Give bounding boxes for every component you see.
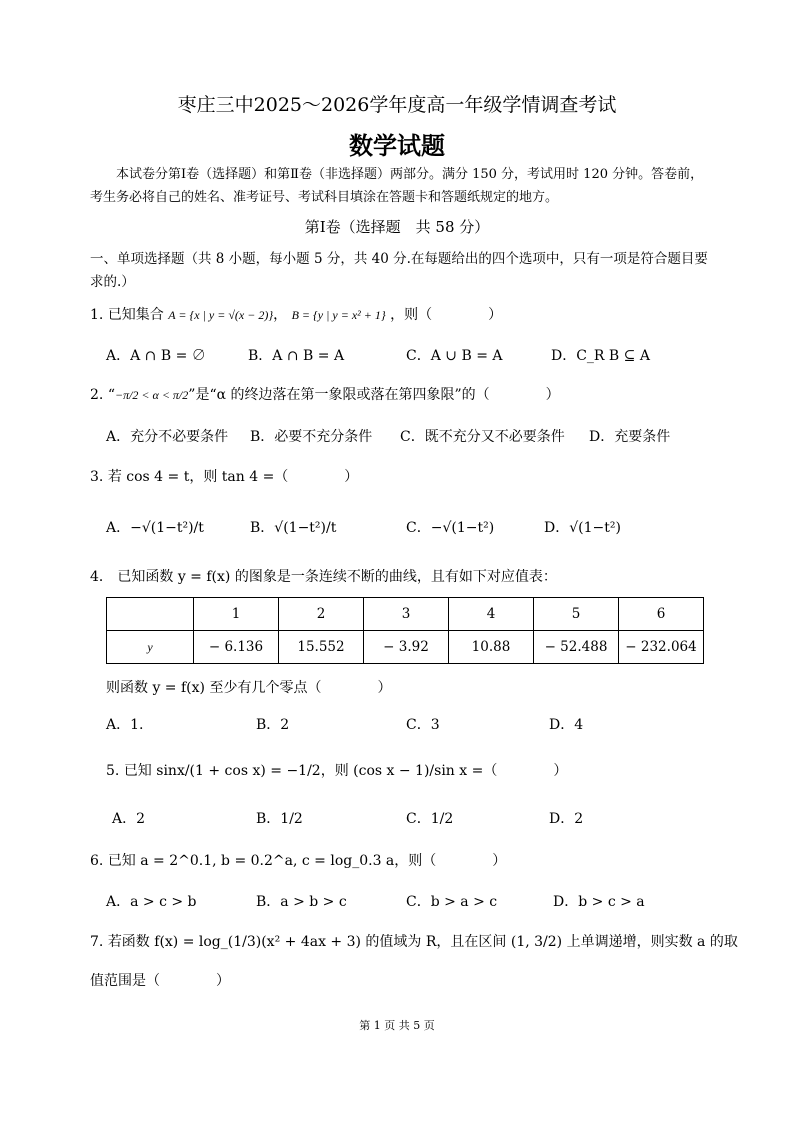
option-d[interactable]: D．C_R B ⊆ A: [551, 348, 650, 364]
inequality: −π/2 < α < π/2: [114, 388, 189, 402]
option-a[interactable]: A．−√(1−t²)/t: [106, 520, 204, 536]
table-cell: y: [107, 631, 194, 664]
value-table: [106, 597, 704, 664]
question-number: 3.: [90, 469, 104, 485]
option-a[interactable]: A．A ∩ B = ∅: [106, 348, 206, 364]
table-cell: 4: [449, 598, 534, 631]
exam-title: 枣庄三中2025～2026学年度高一年级学情调查考试: [177, 94, 617, 116]
option-a[interactable]: A．1.: [106, 717, 144, 733]
table-cell: 15.552: [279, 631, 364, 664]
exam-instructions: 本试卷分第Ⅰ卷（选择题）和第Ⅱ卷（非选择题）两部分。满分 150 分，考试用时 120 分钟。答卷前，考生务必将自己的姓名、准考证号、考试科目填涂在答题卡和答题纸规定的地方。: [90, 167, 704, 205]
question-stem: 已知 a = 2^0.1, b = 0.2^a, c = log_0.3 a，则（ ）: [107, 853, 507, 869]
table-cell: 3: [364, 598, 449, 631]
question-number: 7.: [90, 934, 104, 950]
option-b[interactable]: B．必要不充分条件: [250, 429, 373, 445]
table-cell: 5: [534, 598, 619, 631]
option-b[interactable]: B．√(1−t²)/t: [250, 520, 337, 536]
option-d[interactable]: D．2: [549, 811, 584, 827]
set-a: A = {x | y = √(x − 2)}: [168, 308, 274, 322]
option-a[interactable]: A．a > c > b: [106, 894, 197, 910]
option-a[interactable]: A．充分不必要条件: [106, 429, 229, 445]
question-4: [90, 566, 557, 586]
question-stem: 若 cos 4 = t，则 tan 4 =（ ）: [107, 469, 359, 485]
option-d[interactable]: D．√(1−t²): [544, 520, 621, 536]
subject-title: 数学试题: [349, 131, 445, 160]
option-c[interactable]: C．既不充分又不必要条件: [400, 429, 565, 445]
option-a[interactable]: A．2: [112, 811, 146, 827]
question-number: 6.: [90, 853, 104, 869]
option-b[interactable]: B．A ∩ B = A: [248, 348, 345, 364]
table-cell: 10.88: [449, 631, 534, 664]
option-b[interactable]: B．a > b > c: [256, 894, 347, 910]
option-d[interactable]: D．充要条件: [589, 429, 671, 445]
table-cell: 6: [619, 598, 704, 631]
option-c[interactable]: C．1/2: [406, 811, 454, 827]
question-stem-end: ，则（ ）: [390, 307, 503, 323]
option-b[interactable]: B．2: [256, 717, 290, 733]
table-cell: 1: [194, 598, 279, 631]
option-c[interactable]: C．A ∪ B = A: [406, 348, 503, 364]
question-number: 5.: [106, 763, 120, 779]
question-stem-pre: “: [107, 387, 115, 403]
section-title: 第Ⅰ卷（选择题 共 58 分）: [304, 218, 490, 236]
question-stem: 若函数 f(x) = log_(1/3)(x² + 4ax + 3) 的值域为 R，且在区间 (1, 3/2) 上单调递增，则实数 a 的取: [107, 934, 738, 950]
question-number: 4．: [90, 569, 113, 585]
question-2: [90, 384, 560, 404]
set-b: B = {y | y = x² + 1}: [291, 308, 386, 322]
question-7-line2: 值范围是（ ）: [90, 973, 230, 989]
option-d[interactable]: D．4: [549, 717, 584, 733]
question-stem: ”是“α 的终边落在第一象限或落在第四象限”的（ ）: [188, 387, 560, 403]
option-b[interactable]: B．1/2: [256, 811, 303, 827]
option-c[interactable]: C．3: [406, 717, 440, 733]
question-stem: 已知 sinx/(1 + cos x) = −1/2，则 (cos x − 1)/sin x =（ ）: [123, 763, 568, 779]
table-cell: − 6.136: [194, 631, 279, 664]
question-1: 1. 已知集合 A = {x | y = √(x − 2)}， B = {y | y = x² + 1} ，则（ ）: [90, 307, 503, 323]
question-stem: 已知函数 y = f(x) 的图象是一条连续不断的曲线，且有如下对应值表：: [117, 569, 557, 585]
question-6: [90, 850, 506, 870]
question-3: [90, 466, 358, 486]
table-row-y: [107, 631, 704, 664]
table-row-x: [107, 598, 704, 631]
question-5: [106, 760, 567, 780]
question-stem: 已知集合: [107, 307, 164, 323]
question-4-followup: 则函数 y = f(x) 至少有几个零点（ ）: [106, 680, 392, 696]
option-d[interactable]: D．b > c > a: [553, 894, 645, 910]
table-cell: − 52.488: [534, 631, 619, 664]
table-cell: − 3.92: [364, 631, 449, 664]
table-cell: 2: [279, 598, 364, 631]
option-c[interactable]: C．b > a > c: [406, 894, 498, 910]
option-c[interactable]: C．−√(1−t²): [406, 520, 495, 536]
table-cell: − 232.064: [619, 631, 704, 664]
question-number: 1.: [90, 307, 104, 323]
table-cell: [107, 598, 194, 631]
question-7: [90, 931, 738, 951]
question-number: 2.: [90, 387, 104, 403]
page-footer: 第 1 页 共 5 页: [359, 1019, 435, 1032]
part-instructions: 一、单项选择题（共 8 小题，每小题 5 分，共 40 分.在每题给出的四个选项中，只有一项是符合题目要求的.）: [90, 251, 708, 290]
